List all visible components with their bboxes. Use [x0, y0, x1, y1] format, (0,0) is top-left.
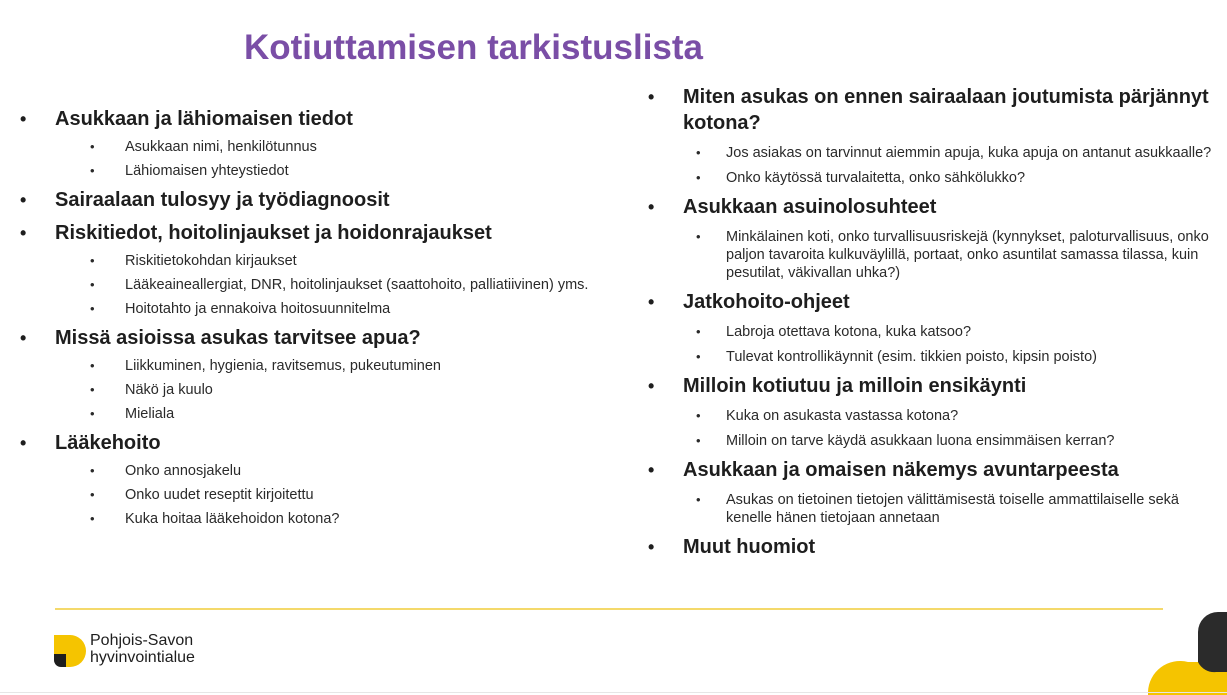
sub-item-list — [648, 144, 1227, 187]
list-item-text: Kuka hoitaa lääkehoidon kotona? — [125, 511, 340, 527]
section-heading — [20, 220, 610, 246]
list-item — [20, 276, 610, 294]
section-heading — [20, 106, 610, 132]
logo-text — [90, 633, 195, 666]
list-item — [648, 144, 1227, 162]
list-item-text: Lähiomaisen yhteystiedot — [125, 163, 289, 179]
sub-item-list — [648, 323, 1227, 366]
section-heading-text: Miten asukas on ennen sairaalaan joutumista pärjännyt kotona? — [683, 86, 1209, 134]
list-item — [648, 323, 1227, 341]
slide-bottom-edge — [0, 692, 1227, 693]
sub-bullet-icon: • — [696, 349, 701, 364]
checklist-section — [20, 325, 610, 423]
section-heading — [648, 373, 1227, 399]
list-item — [20, 462, 610, 480]
bullet-icon: • — [648, 197, 655, 217]
sub-bullet-icon: • — [696, 433, 701, 448]
section-heading-text: Jatkohoito-ohjeet — [683, 291, 850, 313]
list-item — [20, 138, 610, 156]
list-item — [648, 407, 1227, 425]
list-item — [648, 491, 1227, 527]
list-item-text: Minkälainen koti, onko turvallisuusriskejä (kynnykset, paloturvallisuus, onko paljon tavaroita kulkuväylillä, portaat, onko asuntilat samassa tilassa, kuin pesutilat, väkivallan uhka?) — [726, 229, 1209, 281]
footer-divider — [55, 608, 1163, 610]
sub-bullet-icon: • — [90, 301, 95, 316]
sub-bullet-icon: • — [696, 145, 701, 160]
logo-mark-icon — [53, 634, 87, 667]
checklist-section — [648, 289, 1227, 366]
sub-bullet-icon: • — [90, 406, 95, 421]
list-item-text: Tulevat kontrollikäynnit (esim. tikkien poisto, kipsin poisto) — [726, 349, 1097, 365]
list-item-text: Liikkuminen, hygienia, ravitsemus, pukeutuminen — [125, 358, 441, 374]
section-heading — [648, 289, 1227, 315]
bullet-icon: • — [20, 328, 27, 348]
bullet-icon: • — [20, 109, 27, 129]
section-heading-text: Asukkaan ja lähiomaisen tiedot — [55, 108, 353, 130]
list-item-text: Onko uudet reseptit kirjoitettu — [125, 487, 314, 503]
sub-bullet-icon: • — [696, 324, 701, 339]
checklist-section — [20, 187, 610, 213]
list-item-text: Asukas on tietoinen tietojen välittämisestä toiselle ammattilaiselle sekä kenelle hänen tietojaan annetaan — [726, 492, 1179, 526]
section-heading-text: Milloin kotiutuu ja milloin ensikäynti — [683, 375, 1027, 397]
list-item-text: Milloin on tarve käydä asukkaan luona ensimmäisen kerran? — [726, 433, 1115, 449]
section-heading — [648, 457, 1227, 483]
list-item — [20, 510, 610, 528]
section-heading-text: Sairaalaan tulosyy ja työdiagnoosit — [55, 189, 390, 211]
sub-bullet-icon: • — [90, 253, 95, 268]
list-item — [648, 228, 1227, 282]
bullet-icon: • — [20, 190, 27, 210]
list-item — [20, 405, 610, 423]
slide-title: Kotiuttamisen tarkistuslista — [244, 28, 703, 67]
sub-item-list — [20, 252, 610, 318]
bullet-icon: • — [20, 433, 27, 453]
section-heading — [20, 325, 610, 351]
sub-item-list — [20, 462, 610, 528]
sub-bullet-icon: • — [696, 492, 701, 507]
left-column — [20, 106, 610, 535]
sub-bullet-icon: • — [90, 487, 95, 502]
sub-bullet-icon: • — [90, 463, 95, 478]
checklist-section — [648, 534, 1227, 560]
checklist-section — [648, 457, 1227, 527]
bullet-icon: • — [648, 376, 655, 396]
list-item — [20, 300, 610, 318]
list-item — [648, 348, 1227, 366]
list-item-text: Labroja otettava kotona, kuka katsoo? — [726, 324, 972, 340]
list-item — [648, 432, 1227, 450]
corner-decoration-shape — [1148, 612, 1227, 695]
sub-item-list — [20, 138, 610, 180]
sub-bullet-icon: • — [696, 408, 701, 423]
bullet-icon: • — [648, 87, 655, 107]
checklist-section — [20, 220, 610, 318]
checklist-section — [648, 194, 1227, 282]
sub-bullet-icon: • — [90, 139, 95, 154]
list-item-text: Näkö ja kuulo — [125, 382, 213, 398]
section-heading — [648, 84, 1227, 136]
sub-item-list — [648, 228, 1227, 282]
checklist-section — [648, 373, 1227, 450]
section-heading-text: Asukkaan asuinolosuhteet — [683, 196, 937, 218]
section-heading-text: Lääkehoito — [55, 432, 161, 454]
list-item-text: Mieliala — [125, 406, 175, 422]
section-heading-text: Asukkaan ja omaisen näkemys avuntarpeesta — [683, 459, 1119, 481]
section-heading — [20, 430, 610, 456]
checklist-section — [20, 430, 610, 528]
section-heading-text: Riskitiedot, hoitolinjaukset ja hoidonrajaukset — [55, 222, 492, 244]
section-heading — [648, 534, 1227, 560]
list-item-text: Lääkeaineallergiat, DNR, hoitolinjaukset (saattohoito, palliatiivinen) yms. — [125, 277, 589, 293]
bullet-icon: • — [648, 292, 655, 312]
logo-line-2: hyvinvointialue — [90, 648, 195, 666]
sub-item-list — [648, 491, 1227, 527]
list-item — [20, 357, 610, 375]
list-item-text: Hoitotahto ja ennakoiva hoitosuunnitelma — [125, 301, 391, 317]
section-heading-text: Missä asioissa asukas tarvitsee apua? — [55, 327, 421, 349]
list-item-text: Riskitietokohdan kirjaukset — [125, 253, 297, 269]
sub-item-list — [648, 407, 1227, 450]
section-heading — [648, 194, 1227, 220]
list-item-text: Onko annosjakelu — [125, 463, 242, 479]
list-item-text: Asukkaan nimi, henkilötunnus — [125, 139, 317, 155]
section-heading — [20, 187, 610, 213]
sub-bullet-icon: • — [90, 382, 95, 397]
sub-bullet-icon: • — [90, 358, 95, 373]
section-heading-text: Muut huomiot — [683, 536, 816, 558]
checklist-section — [20, 106, 610, 180]
sub-bullet-icon: • — [90, 277, 95, 292]
sub-item-list — [20, 357, 610, 423]
list-item — [20, 486, 610, 504]
checklist-section — [648, 84, 1227, 187]
bullet-icon: • — [20, 223, 27, 243]
sub-bullet-icon: • — [696, 229, 701, 244]
list-item — [20, 252, 610, 270]
bullet-icon: • — [648, 460, 655, 480]
list-item — [20, 381, 610, 399]
bullet-icon: • — [648, 537, 655, 557]
sub-bullet-icon: • — [90, 511, 95, 526]
right-column — [648, 84, 1227, 568]
list-item — [20, 162, 610, 180]
logo-line-1: Pohjois-Savon — [90, 632, 194, 649]
list-item-text: Onko käytössä turvalaitetta, onko sähkölukko? — [726, 170, 1026, 186]
list-item — [648, 169, 1227, 187]
sub-bullet-icon: • — [90, 163, 95, 178]
list-item-text: Kuka on asukasta vastassa kotona? — [726, 408, 959, 424]
list-item-text: Jos asiakas on tarvinnut aiemmin apuja, kuka apuja on antanut asukkaalle? — [726, 145, 1212, 161]
sub-bullet-icon: • — [696, 170, 701, 185]
